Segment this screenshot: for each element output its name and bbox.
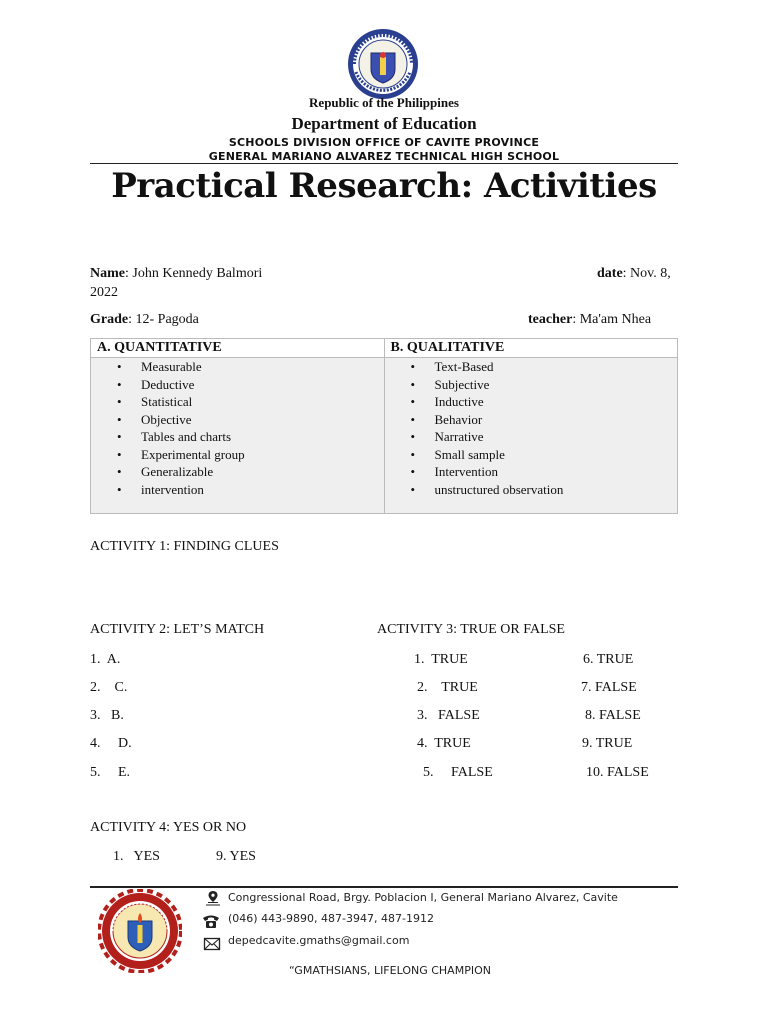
department-heading: Department of Education xyxy=(291,114,477,133)
activity3-title: ACTIVITY 3: TRUE OR FALSE xyxy=(377,622,565,637)
list-item: • Inductive xyxy=(435,393,678,411)
list-item: • Subjective xyxy=(435,376,678,394)
name-value: : John Kennedy Balmori xyxy=(125,266,263,281)
activity1-title: ACTIVITY 1: FINDING CLUES xyxy=(90,539,279,554)
map-pin-icon xyxy=(204,890,222,906)
school-heading: GENERAL MARIANO ALVAREZ TECHNICAL HIGH SCHOOL xyxy=(208,150,560,163)
activity2-title: ACTIVITY 2: LET’S MATCH xyxy=(90,622,265,637)
quantitative-cell xyxy=(91,358,385,514)
division-heading: SCHOOLS DIVISION OFFICE OF CAVITE PROVINCE xyxy=(228,136,540,149)
list-item: • Deductive xyxy=(141,376,384,394)
activity3-answer: 10. FALSE xyxy=(586,765,649,780)
comparison-table xyxy=(90,338,678,514)
qualitative-list xyxy=(385,358,678,498)
date-field xyxy=(597,266,671,282)
activity3-answer: 5. FALSE xyxy=(423,765,493,780)
gmaths-school-logo xyxy=(98,889,182,973)
page-title: Practical Research: Activities xyxy=(111,166,657,206)
grade-field xyxy=(90,312,199,328)
list-item: • Statistical xyxy=(141,393,384,411)
activity3-answer: 3. FALSE xyxy=(417,708,480,723)
activity2-answer: 3. B. xyxy=(90,708,124,723)
quantitative-list xyxy=(91,358,384,498)
name-label: Name xyxy=(90,266,125,281)
footer-email: depedcavite.gmaths@gmail.com xyxy=(228,934,410,947)
list-item: • unstructured observation xyxy=(435,481,678,499)
activity3-answer: 2. TRUE xyxy=(417,680,478,695)
activity2-answer: 2. C. xyxy=(90,680,128,695)
activity3-answer: 7. FALSE xyxy=(581,680,637,695)
activity4-title: ACTIVITY 4: YES OR NO xyxy=(90,820,247,835)
list-item: • Experimental group xyxy=(141,446,384,464)
list-item: • Tables and charts xyxy=(141,428,384,446)
quantitative-header: A. QUANTITATIVE xyxy=(91,339,385,358)
list-item: • Text-Based xyxy=(435,358,678,376)
republic-heading: Republic of the Philippines xyxy=(309,95,459,110)
footer-motto: “GMATHSIANS, LIFELONG CHAMPION xyxy=(289,964,491,977)
activity3-answer: 8. FALSE xyxy=(585,708,641,723)
list-item: • Narrative xyxy=(435,428,678,446)
activity3-answer: 4. TRUE xyxy=(417,736,471,751)
qualitative-header: B. QUALITATIVE xyxy=(384,339,678,358)
qualitative-cell xyxy=(384,358,678,514)
date-value: : Nov. 8, xyxy=(622,266,671,281)
teacher-field xyxy=(528,312,651,328)
envelope-icon xyxy=(203,936,221,952)
activity4-answer: 9. YES xyxy=(216,849,256,864)
activity3-answer: 9. TRUE xyxy=(582,736,633,751)
list-item: • Small sample xyxy=(435,446,678,464)
activity3-answer: 1. TRUE xyxy=(414,652,468,667)
list-item: • Objective xyxy=(141,411,384,429)
list-item: • intervention xyxy=(141,481,384,499)
footer-divider xyxy=(90,886,678,888)
activity2-answer: 4. D. xyxy=(90,736,132,751)
deped-seal xyxy=(346,27,420,101)
footer-phone: (046) 443-9890, 487-3947, 487-1912 xyxy=(228,912,434,925)
list-item: • Measurable xyxy=(141,358,384,376)
grade-label: Grade xyxy=(90,312,129,327)
list-item: • Behavior xyxy=(435,411,678,429)
teacher-label: teacher xyxy=(528,312,573,327)
teacher-value: : Ma'am Nhea xyxy=(572,312,652,327)
footer-address: Congressional Road, Brgy. Poblacion I, General Mariano Alvarez, Cavite xyxy=(228,891,618,904)
date-year: 2022 xyxy=(90,285,118,300)
grade-value: : 12- Pagoda xyxy=(128,312,199,327)
list-item: • Generalizable xyxy=(141,463,384,481)
telephone-icon xyxy=(202,913,220,929)
header-divider xyxy=(90,163,678,164)
activity2-answer: 5. E. xyxy=(90,765,131,780)
activity4-answer: 1. YES xyxy=(113,849,160,864)
list-item: • Intervention xyxy=(435,463,678,481)
student-name xyxy=(90,266,262,282)
activity2-answer: 1. A. xyxy=(90,652,121,667)
activity3-answer: 6. TRUE xyxy=(583,652,634,667)
date-label: date xyxy=(597,266,623,281)
